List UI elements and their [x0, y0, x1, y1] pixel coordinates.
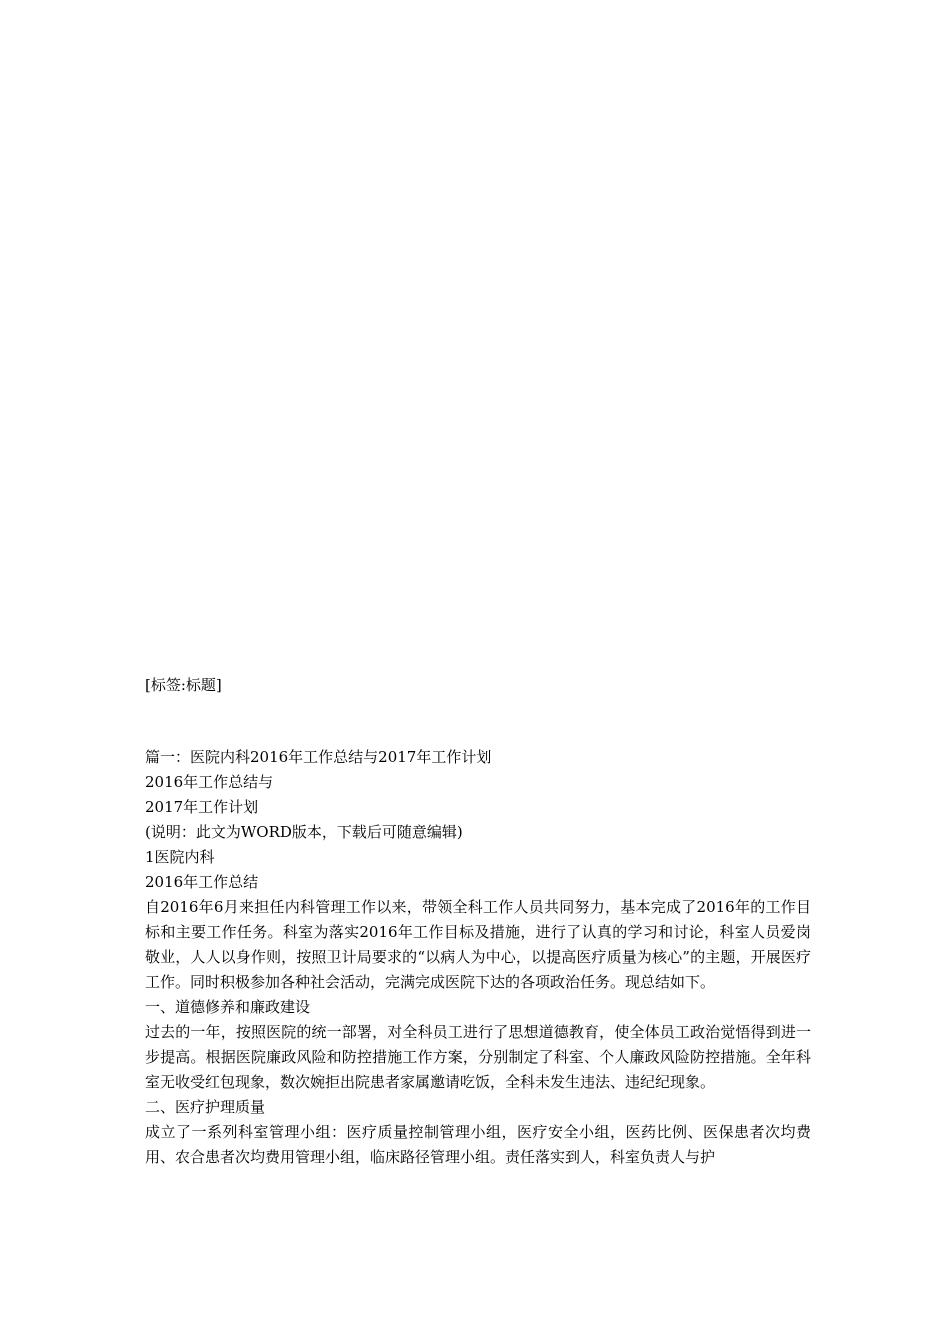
- subtitle-summary: 2016年工作总结与: [145, 773, 274, 791]
- article-title: 篇一：医院内科2016年工作总结与2017年工作计划: [145, 748, 492, 766]
- section-heading-quality: 二、医疗护理质量: [145, 1098, 266, 1116]
- editing-note: (说明：此文为WORD版本，下载后可随意编辑): [145, 823, 463, 841]
- quality-paragraph: 成立了一系列科室管理小组：医疗质量控制管理小组，医疗安全小组，医药比例、医保患者次均费用、农合患者次均费用管理小组，临床路径管理小组。责任落实到人，科室负责人与护: [145, 1123, 811, 1166]
- summary-heading: 2016年工作总结: [145, 873, 259, 891]
- section-heading-ethics: 一、道德修养和廉政建设: [145, 998, 311, 1016]
- ethics-paragraph: 过去的一年，按照医院的统一部署，对全科员工进行了思想道德教育，使全体员工政治觉悟得到进一步提高。根据医院廉政风险和防控措施工作方案，分别制定了科室、个人廉政风险防控措施。全年科室无收受红包现象，数次婉拒出院患者家属邀请吃饭，全科未发生违法、违纪纪现象。: [145, 1023, 811, 1091]
- intro-paragraph: 自2016年6月来担任内科管理工作以来，带领全科工作人员共同努力，基本完成了2016年的工作目标和主要工作任务。科室为落实2016年工作目标及措施，进行了认真的学习和讨论，科室人员爱岗敬业，人人以身作则，按照卫计局要求的“以病人为中心，以提高医疗质量为核心”的主题，开展医疗工作。同时积极参加各种社会活动，完满完成医院下达的各项政治任务。现总结如下。: [145, 898, 811, 991]
- subtitle-plan: 2017年工作计划: [145, 798, 259, 816]
- tag-label: [标签:标题]: [145, 676, 222, 694]
- department-name: 1医院内科: [145, 848, 215, 866]
- document-body: [145, 745, 811, 1170]
